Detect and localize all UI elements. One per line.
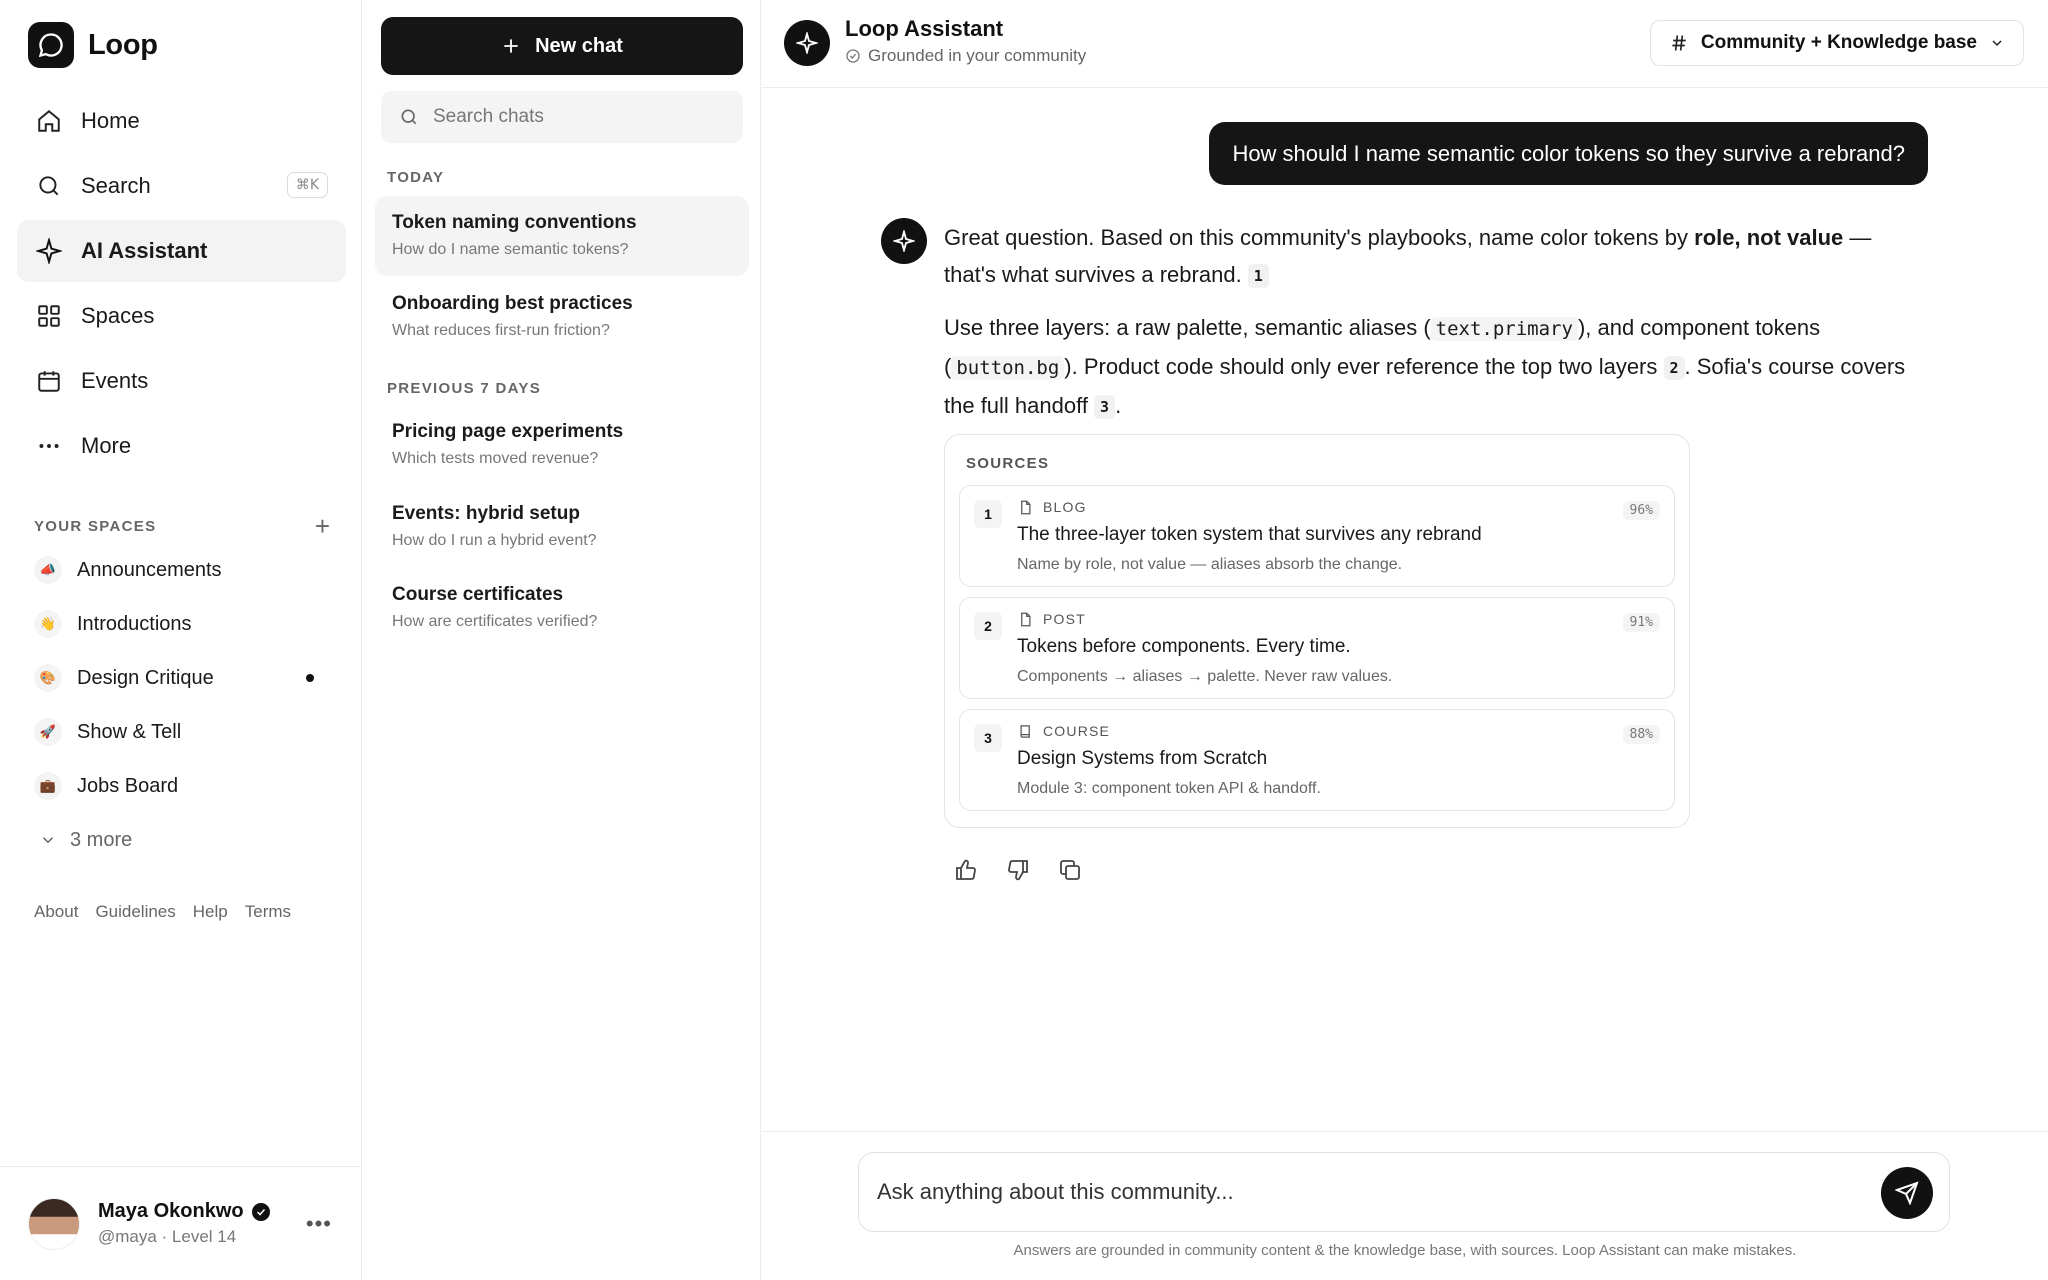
- chat-subtitle: What reduces first-run friction?: [392, 322, 610, 339]
- space-label: Jobs Board: [77, 774, 179, 797]
- chat-title: Token naming conventions: [392, 212, 637, 233]
- source-relevance: 91%: [1623, 613, 1660, 632]
- sidebar: [0, 0, 362, 1280]
- chat-title: Pricing page experiments: [392, 421, 624, 442]
- spaces-list: [34, 543, 330, 867]
- grid-icon: [35, 302, 63, 330]
- space-label: Show & Tell: [77, 720, 182, 743]
- source-type-label: BLOG: [1043, 499, 1087, 515]
- chat-title: Course certificates: [392, 584, 564, 605]
- source-title: Tokens before components. Every time.: [1017, 636, 1351, 657]
- source-item[interactable]: [959, 709, 1675, 811]
- send-icon: [1895, 1181, 1919, 1205]
- nav-item-more[interactable]: [17, 415, 346, 477]
- nav-item-home[interactable]: [17, 90, 346, 152]
- answer-text: . Sofia's course covers the full handoff: [944, 354, 1906, 418]
- hash-icon: [1669, 33, 1689, 53]
- nav-item-label: Home: [81, 108, 140, 133]
- assistant-sparkle-icon: [784, 20, 830, 66]
- assistant-status: [845, 46, 1086, 66]
- spaces-header: [34, 511, 330, 541]
- assistant-status-text: Grounded in your community: [868, 46, 1087, 65]
- avatar: [28, 1198, 80, 1250]
- sources-title: SOURCES: [966, 455, 1050, 472]
- scope-selector[interactable]: [1650, 20, 2024, 66]
- copy-icon[interactable]: [1058, 858, 1082, 882]
- thumbs-down-icon[interactable]: [1006, 858, 1030, 882]
- wave-icon: 👋: [34, 610, 62, 638]
- footer-link-guidelines[interactable]: Guidelines: [95, 902, 176, 921]
- document-icon: [1018, 612, 1033, 627]
- message-input[interactable]: [858, 1152, 1950, 1232]
- nav-item-label: AI Assistant: [81, 238, 208, 263]
- chat-subtitle: How do I run a hybrid event?: [392, 532, 597, 549]
- user-name: Maya Okonkwo: [98, 1200, 244, 1222]
- source-item[interactable]: [959, 597, 1675, 699]
- assistant-answer: [944, 219, 1928, 440]
- chat-subtitle: How do I name semantic tokens?: [392, 241, 629, 258]
- footer-link-terms[interactable]: Terms: [244, 902, 292, 921]
- source-type-label: COURSE: [1043, 723, 1111, 739]
- sources-card: [944, 434, 1690, 828]
- source-description: Name by role, not value — aliases absorb the change.: [1017, 556, 1403, 573]
- answer-emphasis: role, not value: [1694, 225, 1844, 250]
- chat-title: Events: hybrid setup: [392, 503, 580, 524]
- space-label: Introductions: [77, 612, 192, 635]
- add-space-button[interactable]: +: [314, 511, 330, 541]
- check-circle-icon: [845, 48, 861, 64]
- citation-3[interactable]: 3: [1094, 395, 1115, 419]
- source-title: The three-layer token system that survives any rebrand: [1017, 524, 1482, 545]
- composer-area: [762, 1131, 2048, 1280]
- loop-logo-icon: [28, 22, 74, 68]
- nav-item-search[interactable]: [17, 155, 346, 217]
- source-item[interactable]: [959, 485, 1675, 587]
- footer-links: [34, 902, 291, 922]
- unread-indicator: [306, 674, 314, 682]
- more-icon: [35, 432, 63, 460]
- space-label: Announcements: [77, 558, 222, 581]
- verified-badge-icon: [252, 1203, 270, 1221]
- inline-code: text.primary: [1431, 317, 1578, 341]
- citation-2[interactable]: 2: [1664, 356, 1685, 380]
- answer-text: Great question. Based on this community's playbooks, name color tokens by: [944, 225, 1695, 250]
- source-number: 3: [974, 724, 1002, 752]
- user-profile[interactable]: [0, 1166, 362, 1280]
- footer-link-help[interactable]: Help: [192, 902, 228, 921]
- source-type: [1018, 611, 1086, 627]
- document-icon: [1018, 500, 1033, 515]
- source-relevance: 96%: [1623, 501, 1660, 520]
- search-icon: [399, 107, 419, 127]
- nav-item-label: Search: [81, 173, 151, 198]
- more-spaces-label: 3 more: [70, 828, 133, 851]
- search-shortcut: ⌘K: [287, 172, 328, 198]
- palette-icon: 🎨: [34, 664, 62, 692]
- show-more-spaces-button[interactable]: [34, 813, 330, 867]
- answer-paragraph: [944, 219, 1928, 293]
- nav-item-label: Spaces: [81, 303, 155, 328]
- assistant-title: Loop Assistant: [845, 16, 1004, 41]
- send-button[interactable]: [1881, 1167, 1933, 1219]
- space-item-jobs-board[interactable]: [34, 759, 330, 813]
- brand[interactable]: [28, 22, 158, 68]
- chat-item[interactable]: [375, 568, 749, 648]
- answer-text: — that's what survives a rebrand.: [944, 225, 1872, 287]
- source-title: Design Systems from Scratch: [1017, 748, 1268, 769]
- search-chats-input[interactable]: [381, 91, 743, 143]
- answer-text: ). Product code should only ever reference the top two layers: [1064, 354, 1664, 379]
- main-nav: [17, 90, 346, 480]
- space-item-design-critique[interactable]: [34, 651, 330, 705]
- section-label-previous-7-days: PREVIOUS 7 DAYS: [387, 380, 541, 397]
- sparkle-icon: [35, 237, 63, 265]
- scope-label: Community + Knowledge base: [1700, 32, 1977, 53]
- chat-item[interactable]: [375, 277, 749, 357]
- user-message: How should I name semantic color tokens so they survive a rebrand?: [1209, 122, 1928, 185]
- source-type-label: POST: [1043, 611, 1086, 627]
- nav-item-ai-assistant[interactable]: [17, 220, 346, 282]
- assistant-header: [762, 0, 2048, 88]
- spaces-title: YOUR SPACES: [34, 517, 157, 535]
- answer-paragraph: [944, 309, 1928, 424]
- chat-item[interactable]: [375, 196, 749, 276]
- inline-code: button.bg: [951, 356, 1064, 380]
- source-relevance: 88%: [1623, 725, 1660, 744]
- rocket-icon: 🚀: [34, 718, 62, 746]
- assistant-main: [762, 0, 2048, 1280]
- space-item-introductions[interactable]: [34, 597, 330, 651]
- chat-item[interactable]: [375, 405, 749, 485]
- briefcase-icon: 💼: [34, 772, 62, 800]
- user-menu-icon[interactable]: •••: [305, 1211, 332, 1236]
- source-description: Components → aliases → palette. Never raw values.: [1017, 668, 1393, 685]
- user-meta: @maya · Level 14: [98, 1227, 237, 1246]
- section-label-today: TODAY: [387, 169, 445, 186]
- home-icon: [35, 107, 63, 135]
- chat-item[interactable]: [375, 487, 749, 567]
- source-number: 1: [974, 500, 1002, 528]
- thumbs-up-icon[interactable]: [954, 858, 978, 882]
- chevron-down-icon: [1989, 35, 2005, 51]
- space-item-announcements[interactable]: [34, 543, 330, 597]
- source-description: Module 3: component token API & handoff.: [1017, 780, 1321, 797]
- source-number: 2: [974, 612, 1002, 640]
- nav-item-events[interactable]: [17, 350, 346, 412]
- chat-history-panel: [363, 0, 761, 1280]
- message-input-placeholder: Ask anything about this community...: [877, 1179, 1234, 1204]
- nav-item-label: More: [81, 433, 132, 458]
- source-type: [1018, 499, 1087, 515]
- source-type: [1018, 723, 1110, 739]
- chevron-down-icon: [34, 831, 62, 849]
- space-item-show-and-tell[interactable]: [34, 705, 330, 759]
- calendar-icon: [35, 367, 63, 395]
- plus-icon: [501, 36, 521, 56]
- book-icon: [1018, 724, 1033, 739]
- new-chat-label: New chat: [535, 34, 623, 57]
- search-icon: [35, 172, 63, 200]
- disclaimer: Answers are grounded in community content & the knowledge base, with sources. Loop Assistant can make mistakes.: [1013, 1242, 1797, 1259]
- answer-text: Use three layers: a raw palette, semantic aliases (: [944, 315, 1431, 340]
- citation-1[interactable]: 1: [1248, 264, 1269, 288]
- chat-title: Onboarding best practices: [392, 293, 633, 314]
- megaphone-icon: 📣: [34, 556, 62, 584]
- space-label: Design Critique: [77, 666, 214, 689]
- chat-subtitle: How are certificates verified?: [392, 613, 598, 630]
- footer-link-about[interactable]: About: [34, 902, 79, 921]
- nav-item-label: Events: [81, 368, 149, 393]
- new-chat-button[interactable]: [381, 17, 743, 75]
- nav-item-spaces[interactable]: [17, 285, 346, 347]
- answer-text: ), and component tokens (: [944, 315, 1821, 379]
- search-chats-placeholder: Search chats: [433, 106, 544, 127]
- feedback-actions: [954, 858, 1082, 882]
- assistant-sparkle-icon: [881, 218, 927, 264]
- chat-subtitle: Which tests moved revenue?: [392, 450, 599, 467]
- app-name: Loop: [88, 28, 158, 61]
- answer-text: .: [1115, 393, 1122, 418]
